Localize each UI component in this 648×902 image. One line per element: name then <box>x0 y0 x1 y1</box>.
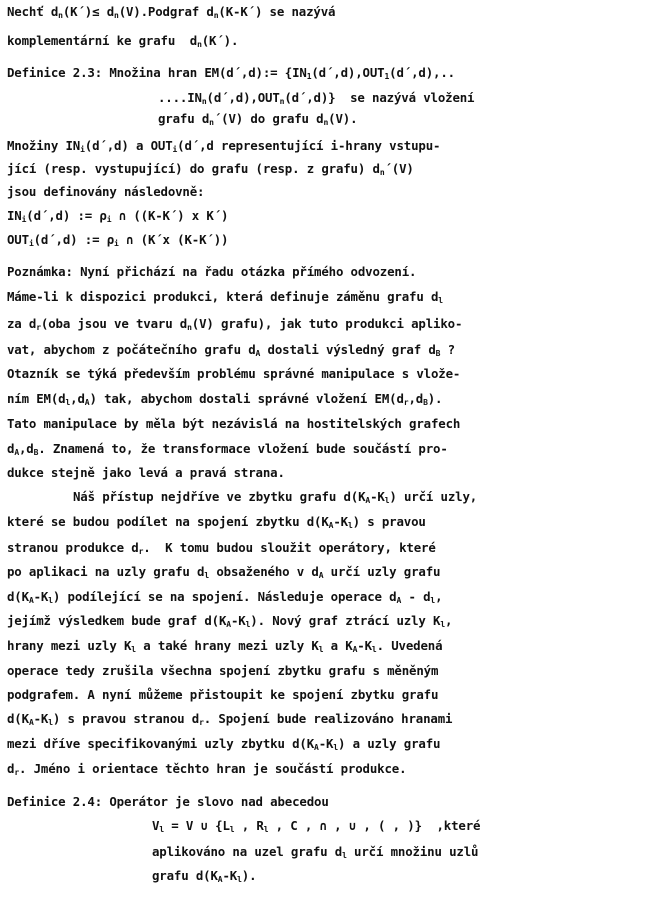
text-line: dukce stejně jako levá a pravá strana. <box>7 465 285 480</box>
text-line: jejímž výsledkem bude graf $d(K_A-K_l)$. Nový graf ztrácí uzly $K_l$, <box>7 613 453 629</box>
text-line: aplikováno na uzel grafu $d_l$ určí množinu uzlů <box>152 844 479 860</box>
text-line: komplementární ke grafu $d_n(K´)$. <box>7 33 239 49</box>
formula-in: $IN_i(d´,d)$ := $\rho_i$ ∩ ((K-K´) x K´) <box>7 208 229 224</box>
text-line: za $d_r(oba$ jsou ve tvaru $d_n(V)$ grafu), jak tuto produkci apliko- <box>7 316 463 332</box>
formula-out: $OUT_i(d´,d)$ := $\rho_i$ ∩ (K´x (K-K´)) <box>7 232 229 248</box>
text-line: $....IN_n(d´,d),OUT_n(d´,d)$} se nazývá vložení <box>158 90 475 106</box>
text-line: operace tedy zrušila všechna spojení zbytku grafu s měněným <box>7 663 439 678</box>
text-line: Tato manipulace by měla být nezávislá na hostitelských grafech <box>7 416 461 431</box>
text-line: Otazník se týká především problému správné manipulace s vlože- <box>7 366 461 381</box>
formula-alphabet: $V_l = V$ ∪ {$L_l$ , $R_l$ , C , ∩ , ∪ , ( , )} ,které <box>152 818 481 834</box>
definition-2-4: Definice 2.4: Operátor je slovo nad abecedou <box>7 794 329 809</box>
text-line: grafu $d_n´(V)$ do grafu $d_n(V)$. <box>158 111 358 127</box>
text-line: $d(K_A-K_l)$ podílející se na spojení. Následuje operace $d_A - d_l$, <box>7 589 443 605</box>
text-line: $d(K_A-K_l)$ s pravou stranou $d_r$. Spojení bude realizováno hranami <box>7 711 453 727</box>
text-line: které se budou podílet na spojení zbytku $d(K_A-K_l)$ s pravou <box>7 514 426 530</box>
text-line: ním $EM(d_l,d_A)$ tak, abychom dostali správné vložení $EM(d_r,d_B)$. <box>7 391 443 407</box>
text-line: mezi dříve specifikovanými uzly zbytku $d(K_A-K_l)$ a uzly grafu <box>7 736 441 752</box>
definition-2-3: Definice 2.3: Množina hran EM(d´,d):= {$IN_1(d´,d),OUT_1(d´,d)$,.. <box>7 65 455 81</box>
text-line: stranou produkce $d_r$. K tomu budou sloužit operátory, které <box>7 540 436 556</box>
text-line: po aplikaci na uzly grafu $d_l$ obsaženého v $d_A$ určí uzly grafu <box>7 564 441 580</box>
text-line: hrany mezi uzly $K_l$ a také hrany mezi uzly $K_l$ a $K_A-K_l$. Uvedená <box>7 638 443 654</box>
text-line: podgrafem. A nyní můžeme přistoupit ke spojení zbytku grafu <box>7 687 439 702</box>
text-line: $d_r$. Jméno i orientace těchto hran je součástí produkce. <box>7 761 407 777</box>
paragraph-start: Náš přístup nejdříve ve zbytku grafu $d(K_A-K_l)$ určí uzly, <box>73 489 478 505</box>
text-line: jící (resp. vystupující) do grafu (resp. z grafu) $d_n´(V)$ <box>7 161 414 177</box>
text-line: $d_A,d_B$. Znamená to, že transformace vložení bude součástí pro- <box>7 441 448 457</box>
text-line: Množiny $IN_i(d´,d)$ a $OUT_i(d´,d$ representující i-hrany vstupu- <box>7 138 441 154</box>
remark-heading: Poznámka: Nyní přichází na řadu otázka přímého odvození. <box>7 264 417 279</box>
text-line: Máme-li k dispozici produkci, která definuje záměnu grafu $d_l$ <box>7 289 443 305</box>
text-line: jsou definovány následovně: <box>7 184 205 199</box>
text-line: grafu $d(K_A-K_l)$. <box>152 868 257 884</box>
text-line: Nechť $d_n(K´)\le$ $d_n(V).Podgraf$ $d_n(K-K´)$ se nazývá <box>7 4 336 20</box>
text-line: vat, abychom z počátečního grafu $d_A$ dostali výsledný graf $d_B$ ? <box>7 342 455 358</box>
